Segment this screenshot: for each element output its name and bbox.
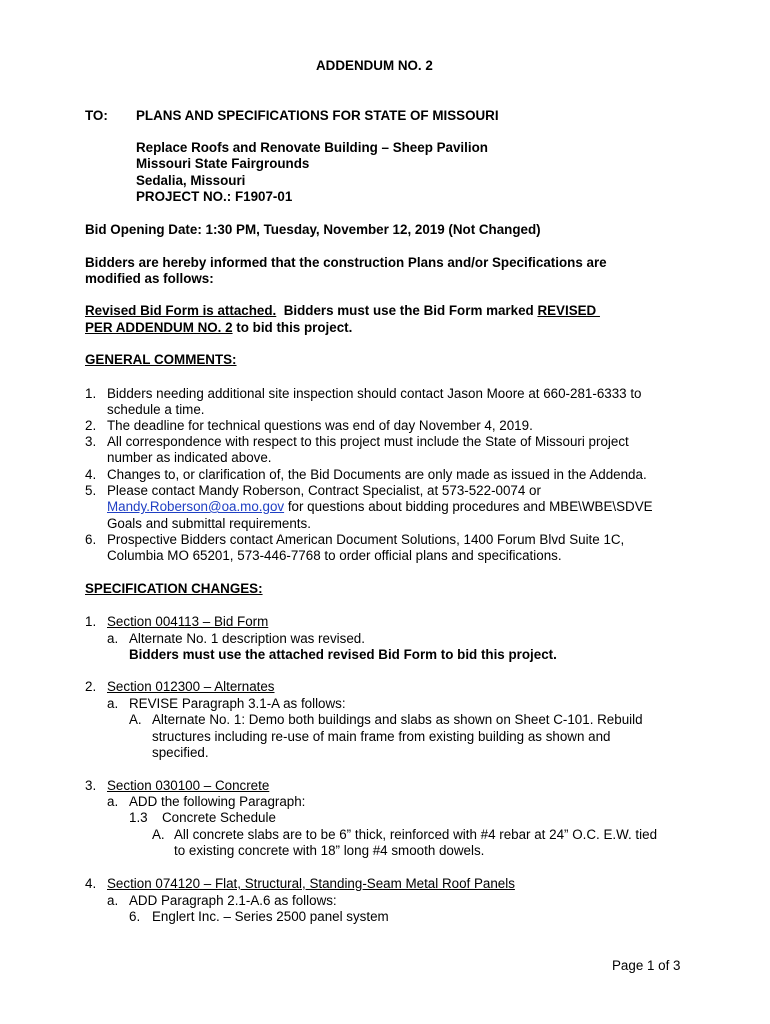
revised-bid-form-attached: Revised Bid Form is attached. [85,303,277,318]
informed-line-2: modified as follows: [85,271,214,286]
general-comments-heading: GENERAL COMMENTS: [85,352,237,367]
spec-item-number: 3. [85,778,97,793]
informed-line-1: Bidders are hereby informed that the construction Plans and/or Specifications are [85,255,607,270]
revised-must-use: Bidders must use the Bid Form marked [276,303,538,318]
general-item-text: for questions about bidding procedures and MBE\WBE\SDVE [284,499,653,514]
spec-sub-text: ADD the following Paragraph: [129,794,306,809]
spec-paragraph-number: 1.3 [129,810,148,825]
spec-section-title: Section 030100 – Concrete [107,778,270,793]
revised-notice-line-1 [85,303,600,320]
general-item-text: Goals and submittal requirements. [107,516,311,531]
to-label: TO: [85,108,108,123]
general-item-text: number as indicated above. [107,450,272,465]
spec-sub-bold-text: Bidders must use the attached revised Bid Form to bid this project. [129,647,557,662]
general-item-text: Bidders needing additional site inspection should contact Jason Moore at 660-281-6333 to [107,386,642,401]
general-item-text: Columbia MO 65201, 573-446-7768 to order official plans and specifications. [107,548,562,563]
document-title: ADDENDUM NO. 2 [316,58,433,73]
spec-sub-text: Alternate No. 1 description was revised. [129,631,365,646]
spec-item-number: 1. [85,614,97,629]
project-name: Replace Roofs and Renovate Building – Sheep Pavilion [136,140,488,155]
project-location: Missouri State Fairgrounds [136,156,310,171]
spec-sub-sub-number: 6. [129,909,141,924]
email-link[interactable]: Mandy.Roberson@oa.mo.gov [107,499,285,514]
spec-sub-letter: a. [107,631,119,646]
general-item-text: Prospective Bidders contact American Document Solutions, 1400 Forum Blvd Suite 1C, [107,532,625,547]
spec-sub-sub-letter: A. [152,827,165,842]
general-item-text: All correspondence with respect to this project must include the State of Missouri project [107,434,629,449]
project-number: PROJECT NO.: F1907-01 [136,189,293,204]
to-text: PLANS AND SPECIFICATIONS FOR STATE OF MISSOURI [136,108,499,123]
spec-sub-letter: a. [107,794,119,809]
spec-section-title: Section 074120 – Flat, Structural, Standing-Seam Metal Roof Panels [107,876,515,891]
spec-sub-letter: a. [107,893,119,908]
general-item-number: 3. [85,434,97,449]
spec-sub-sub-text: Alternate No. 1: Demo both buildings and slabs as shown on Sheet C-101. Rebuild [152,712,643,727]
spec-item-number: 2. [85,679,97,694]
spec-sub-sub-text: to existing concrete with 18” long #4 smooth dowels. [174,843,485,858]
general-item-text: schedule a time. [107,402,205,417]
general-item-text: Changes to, or clarification of, the Bid Documents are only made as issued in the Addenda. [107,467,647,482]
general-item-number: 4. [85,467,97,482]
specification-changes-heading: SPECIFICATION CHANGES: [85,581,263,596]
bid-opening-date: Bid Opening Date: 1:30 PM, Tuesday, November 12, 2019 (Not Changed) [85,222,541,237]
spec-sub-sub-text: specified. [152,745,209,760]
spec-sub-sub-text: Englert Inc. – Series 2500 panel system [152,909,389,924]
per-addendum-marker: PER ADDENDUM NO. 2 [85,320,233,335]
spec-sub-text: ADD Paragraph 2.1-A.6 as follows: [129,893,337,908]
revised-marker: REVISED [537,303,600,318]
spec-sub-letter: a. [107,696,119,711]
revised-notice-line-2 [85,320,352,337]
general-item-text-with-link [107,499,653,516]
general-item-text: The deadline for technical questions was end of day November 4, 2019. [107,418,533,433]
spec-sub-sub-text: All concrete slabs are to be 6” thick, reinforced with #4 rebar at 24” O.C. E.W. tied [174,827,658,842]
spec-sub-sub-text: structures including re-use of main frame from existing building as shown and [152,729,611,744]
spec-section-title: Section 004113 – Bid Form [107,614,269,629]
spec-sub-text: REVISE Paragraph 3.1-A as follows: [129,696,346,711]
project-city: Sedalia, Missouri [136,173,246,188]
general-item-number: 5. [85,483,97,498]
general-item-number: 6. [85,532,97,547]
spec-item-number: 4. [85,876,97,891]
spec-paragraph-title: Concrete Schedule [162,810,276,825]
spec-sub-sub-letter: A. [129,712,142,727]
general-item-number: 1. [85,386,97,401]
revised-to-bid: to bid this project. [232,320,353,335]
spec-section-title: Section 012300 – Alternates [107,679,275,694]
general-item-number: 2. [85,418,97,433]
page-number: Page 1 of 3 [612,958,681,973]
general-item-text: Please contact Mandy Roberson, Contract Specialist, at 573-522-0074 or [107,483,541,498]
